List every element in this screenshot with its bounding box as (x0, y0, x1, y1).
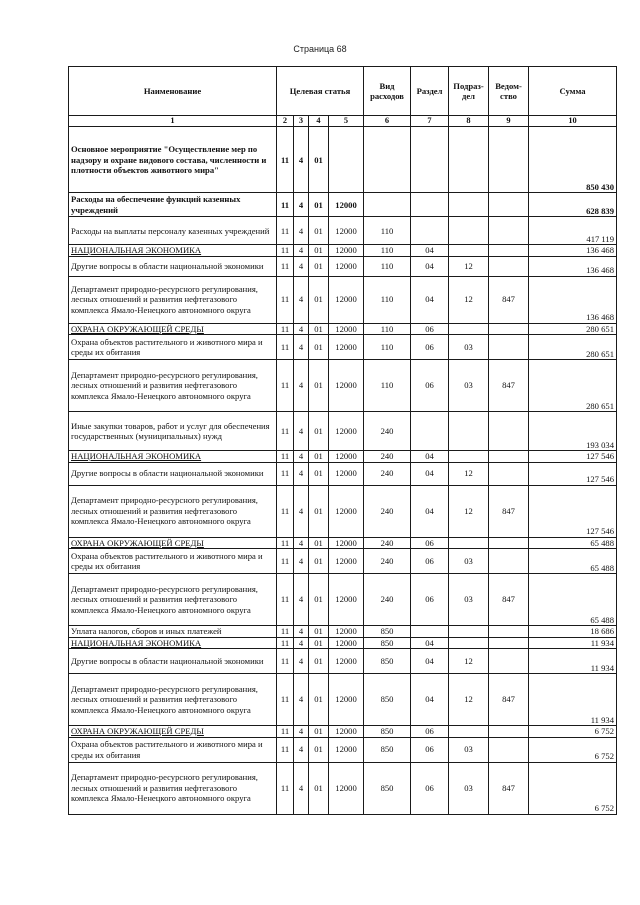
col-number: 10 (529, 116, 617, 127)
target-code-2: 11 (277, 626, 294, 637)
sum-cell: 65 488 (529, 537, 617, 548)
target-code-3: 4 (294, 574, 309, 626)
department-code-cell (489, 335, 529, 360)
table-row (69, 637, 617, 648)
target-code-3: 4 (294, 217, 309, 245)
target-code-3: 4 (294, 451, 309, 462)
target-code-4: 01 (309, 193, 329, 217)
sum-cell: 628 839 (529, 193, 617, 217)
department-code-cell: 847 (489, 762, 529, 814)
subsection-cell (449, 412, 489, 451)
target-code-5: 12000 (329, 217, 364, 245)
section-cell: 06 (411, 574, 449, 626)
department-code-cell (489, 217, 529, 245)
target-code-3: 4 (294, 737, 309, 762)
target-code-2: 11 (277, 762, 294, 814)
section-cell: 04 (411, 485, 449, 537)
section-cell: 04 (411, 649, 449, 674)
target-code-2: 11 (277, 335, 294, 360)
department-code-cell (489, 537, 529, 548)
sum-cell: 6 752 (529, 762, 617, 814)
header-target: Целевая статья (277, 67, 364, 116)
sum-cell: 136 468 (529, 245, 617, 256)
target-code-2: 11 (277, 637, 294, 648)
expense-type-cell: 240 (364, 412, 411, 451)
table-row (69, 451, 617, 462)
sum-cell: 11 934 (529, 649, 617, 674)
target-code-5: 12000 (329, 726, 364, 737)
subsection-cell (449, 726, 489, 737)
target-code-2: 11 (277, 462, 294, 485)
sum-cell: 417 119 (529, 217, 617, 245)
target-code-2: 11 (277, 276, 294, 323)
name-cell: Охрана объектов растительного и животного мира и среды их обитания (69, 549, 277, 574)
target-code-3: 4 (294, 537, 309, 548)
department-code-cell (489, 412, 529, 451)
table-row (69, 674, 617, 726)
section-cell: 06 (411, 360, 449, 412)
target-code-2: 11 (277, 537, 294, 548)
name-cell: Расходы на выплаты персоналу казенных учреждений (69, 217, 277, 245)
sum-cell: 65 488 (529, 574, 617, 626)
section-cell (411, 412, 449, 451)
section-cell: 04 (411, 276, 449, 323)
expense-type-cell: 110 (364, 256, 411, 276)
name-cell: Департамент природно-ресурсного регулирования, лесных отношений и развития нефтегазового комплекса Ямало-Ненецкого автономного округа (69, 762, 277, 814)
table-row (69, 762, 617, 814)
target-code-2: 11 (277, 726, 294, 737)
target-code-2: 11 (277, 323, 294, 334)
target-code-5: 12000 (329, 762, 364, 814)
target-code-3: 4 (294, 276, 309, 323)
name-cell: ОХРАНА ОКРУЖАЮЩЕЙ СРЕДЫ (69, 323, 277, 334)
target-code-5: 12000 (329, 193, 364, 217)
target-code-3: 4 (294, 637, 309, 648)
table-row (69, 626, 617, 637)
target-code-4: 01 (309, 762, 329, 814)
name-cell: Другие вопросы в области национальной экономики (69, 462, 277, 485)
subsection-cell: 03 (449, 737, 489, 762)
table-row (69, 412, 617, 451)
target-code-4: 01 (309, 127, 329, 193)
header-razdel: Раздел (411, 67, 449, 116)
target-code-3: 4 (294, 412, 309, 451)
subsection-cell (449, 637, 489, 648)
subsection-cell: 12 (449, 256, 489, 276)
name-cell: НАЦИОНАЛЬНАЯ ЭКОНОМИКА (69, 637, 277, 648)
target-code-4: 01 (309, 626, 329, 637)
target-code-4: 01 (309, 276, 329, 323)
subsection-cell (449, 626, 489, 637)
target-code-4: 01 (309, 637, 329, 648)
target-code-4: 01 (309, 549, 329, 574)
name-cell: Департамент природно-ресурсного регулирования, лесных отношений и развития нефтегазового комплекса Ямало-Ненецкого автономного округа (69, 360, 277, 412)
target-code-4: 01 (309, 323, 329, 334)
sum-cell: 11 934 (529, 637, 617, 648)
subsection-cell (449, 537, 489, 548)
target-code-4: 01 (309, 451, 329, 462)
col-number: 2 (277, 116, 294, 127)
table-row (69, 649, 617, 674)
target-code-5: 12000 (329, 412, 364, 451)
header-name: Наименование (69, 67, 277, 116)
target-code-2: 11 (277, 451, 294, 462)
sum-cell: 6 752 (529, 737, 617, 762)
subsection-cell: 03 (449, 549, 489, 574)
header-row (69, 67, 617, 116)
col-number: 6 (364, 116, 411, 127)
expense-type-cell: 240 (364, 574, 411, 626)
expense-type-cell: 240 (364, 485, 411, 537)
table-row (69, 335, 617, 360)
department-code-cell (489, 637, 529, 648)
name-cell: ОХРАНА ОКРУЖАЮЩЕЙ СРЕДЫ (69, 726, 277, 737)
target-code-3: 4 (294, 726, 309, 737)
target-code-3: 4 (294, 462, 309, 485)
name-cell: Другие вопросы в области национальной экономики (69, 649, 277, 674)
department-code-cell: 847 (489, 276, 529, 323)
table-row (69, 462, 617, 485)
expense-type-cell: 850 (364, 737, 411, 762)
section-cell: 04 (411, 451, 449, 462)
department-code-cell (489, 451, 529, 462)
target-code-5: 12000 (329, 626, 364, 637)
expense-type-cell: 110 (364, 276, 411, 323)
table-row (69, 276, 617, 323)
subsection-cell (449, 127, 489, 193)
col-number: 9 (489, 116, 529, 127)
name-cell: Иные закупки товаров, работ и услуг для обеспечения государственных (муниципальных) нужд (69, 412, 277, 451)
target-code-5: 12000 (329, 485, 364, 537)
target-code-4: 01 (309, 574, 329, 626)
target-code-4: 01 (309, 537, 329, 548)
section-cell: 06 (411, 737, 449, 762)
target-code-4: 01 (309, 726, 329, 737)
department-code-cell (489, 649, 529, 674)
col-number: 3 (294, 116, 309, 127)
target-code-3: 4 (294, 193, 309, 217)
target-code-5: 12000 (329, 549, 364, 574)
target-code-4: 01 (309, 360, 329, 412)
sum-cell: 136 468 (529, 276, 617, 323)
target-code-3: 4 (294, 323, 309, 334)
target-code-4: 01 (309, 674, 329, 726)
department-code-cell (489, 245, 529, 256)
table-row (69, 574, 617, 626)
subsection-cell (449, 323, 489, 334)
sum-cell: 136 468 (529, 256, 617, 276)
expense-type-cell: 850 (364, 626, 411, 637)
target-code-3: 4 (294, 485, 309, 537)
expense-type-cell: 240 (364, 537, 411, 548)
department-code-cell (489, 127, 529, 193)
sum-cell: 18 686 (529, 626, 617, 637)
department-code-cell (489, 256, 529, 276)
target-code-4: 01 (309, 462, 329, 485)
subsection-cell (449, 245, 489, 256)
target-code-3: 4 (294, 360, 309, 412)
subsection-cell: 12 (449, 462, 489, 485)
target-code-2: 11 (277, 649, 294, 674)
department-code-cell (489, 549, 529, 574)
target-code-5: 12000 (329, 256, 364, 276)
department-code-cell (489, 626, 529, 637)
subsection-cell (449, 193, 489, 217)
section-cell (411, 626, 449, 637)
name-cell: НАЦИОНАЛЬНАЯ ЭКОНОМИКА (69, 245, 277, 256)
subsection-cell (449, 451, 489, 462)
subsection-cell: 12 (449, 649, 489, 674)
expense-type-cell: 240 (364, 462, 411, 485)
expense-type-cell: 110 (364, 335, 411, 360)
target-code-5: 12000 (329, 737, 364, 762)
name-cell: Расходы на обеспечение функций казенных учреждений (69, 193, 277, 217)
target-code-5: 12000 (329, 537, 364, 548)
header-summa: Сумма (529, 67, 617, 116)
subsection-cell: 03 (449, 574, 489, 626)
sum-cell: 11 934 (529, 674, 617, 726)
sum-cell: 850 430 (529, 127, 617, 193)
department-code-cell: 847 (489, 485, 529, 537)
table-row (69, 485, 617, 537)
target-code-4: 01 (309, 412, 329, 451)
target-code-5: 12000 (329, 637, 364, 648)
target-code-4: 01 (309, 485, 329, 537)
sum-cell: 65 488 (529, 549, 617, 574)
section-cell: 04 (411, 462, 449, 485)
section-cell: 06 (411, 335, 449, 360)
subsection-cell: 03 (449, 335, 489, 360)
target-code-2: 11 (277, 193, 294, 217)
name-cell: Другие вопросы в области национальной экономики (69, 256, 277, 276)
target-code-2: 11 (277, 256, 294, 276)
expense-type-cell: 850 (364, 762, 411, 814)
target-code-3: 4 (294, 335, 309, 360)
col-number: 7 (411, 116, 449, 127)
target-code-5: 12000 (329, 574, 364, 626)
target-code-3: 4 (294, 762, 309, 814)
table-body (69, 127, 617, 814)
section-cell: 04 (411, 256, 449, 276)
header-podrazdel: Подраз-дел (449, 67, 489, 116)
sum-cell: 127 546 (529, 451, 617, 462)
col-number: 8 (449, 116, 489, 127)
header-vid: Вид расходов (364, 67, 411, 116)
target-code-4: 01 (309, 335, 329, 360)
table-row (69, 127, 617, 193)
target-code-5: 12000 (329, 649, 364, 674)
target-code-2: 11 (277, 245, 294, 256)
department-code-cell: 847 (489, 574, 529, 626)
name-cell: Охрана объектов растительного и животного мира и среды их обитания (69, 335, 277, 360)
subsection-cell: 03 (449, 360, 489, 412)
target-code-4: 01 (309, 649, 329, 674)
expense-type-cell: 240 (364, 549, 411, 574)
target-code-5: 12000 (329, 245, 364, 256)
department-code-cell: 847 (489, 674, 529, 726)
section-cell: 06 (411, 537, 449, 548)
subsection-cell (449, 217, 489, 245)
target-code-5 (329, 127, 364, 193)
name-cell: Уплата налогов, сборов и иных платежей (69, 626, 277, 637)
department-code-cell (489, 193, 529, 217)
section-cell: 06 (411, 762, 449, 814)
section-cell (411, 193, 449, 217)
name-cell: ОХРАНА ОКРУЖАЮЩЕЙ СРЕДЫ (69, 537, 277, 548)
section-cell: 06 (411, 726, 449, 737)
section-cell: 04 (411, 674, 449, 726)
target-code-3: 4 (294, 245, 309, 256)
target-code-5: 12000 (329, 360, 364, 412)
department-code-cell (489, 323, 529, 334)
page-header: Страница 68 (293, 44, 347, 54)
target-code-2: 11 (277, 412, 294, 451)
expense-type-cell: 110 (364, 217, 411, 245)
target-code-4: 01 (309, 256, 329, 276)
table-row (69, 323, 617, 334)
target-code-3: 4 (294, 674, 309, 726)
expense-type-cell: 850 (364, 649, 411, 674)
target-code-3: 4 (294, 649, 309, 674)
table-row (69, 726, 617, 737)
table-row (69, 360, 617, 412)
expense-type-cell: 850 (364, 726, 411, 737)
budget-table (68, 66, 617, 815)
target-code-5: 12000 (329, 276, 364, 323)
name-cell: НАЦИОНАЛЬНАЯ ЭКОНОМИКА (69, 451, 277, 462)
target-code-2: 11 (277, 674, 294, 726)
name-cell: Департамент природно-ресурсного регулирования, лесных отношений и развития нефтегазового комплекса Ямало-Ненецкого автономного округа (69, 485, 277, 537)
department-code-cell: 847 (489, 360, 529, 412)
column-number-row (69, 116, 617, 127)
section-cell: 06 (411, 549, 449, 574)
target-code-5: 12000 (329, 335, 364, 360)
target-code-2: 11 (277, 549, 294, 574)
sum-cell: 280 651 (529, 323, 617, 334)
expense-type-cell: 110 (364, 360, 411, 412)
table-row (69, 193, 617, 217)
target-code-4: 01 (309, 217, 329, 245)
target-code-5: 12000 (329, 323, 364, 334)
col-number: 4 (309, 116, 329, 127)
department-code-cell (489, 726, 529, 737)
target-code-2: 11 (277, 574, 294, 626)
table-row (69, 549, 617, 574)
sum-cell: 127 546 (529, 462, 617, 485)
department-code-cell (489, 462, 529, 485)
subsection-cell: 03 (449, 762, 489, 814)
name-cell: Департамент природно-ресурсного регулирования, лесных отношений и развития нефтегазового комплекса Ямало-Ненецкого автономного округа (69, 574, 277, 626)
table-row (69, 737, 617, 762)
sum-cell: 280 651 (529, 335, 617, 360)
name-cell: Основное мероприятие "Осуществление мер по надзору и охране видового состава, численности и плотности объектов животного мира" (69, 127, 277, 193)
target-code-4: 01 (309, 245, 329, 256)
target-code-5: 12000 (329, 674, 364, 726)
table-row (69, 256, 617, 276)
target-code-4: 01 (309, 737, 329, 762)
name-cell: Департамент природно-ресурсного регулирования, лесных отношений и развития нефтегазового комплекса Ямало-Ненецкого автономного округа (69, 674, 277, 726)
expense-type-cell: 110 (364, 323, 411, 334)
section-cell (411, 127, 449, 193)
subsection-cell: 12 (449, 485, 489, 537)
target-code-3: 4 (294, 626, 309, 637)
subsection-cell: 12 (449, 276, 489, 323)
name-cell: Департамент природно-ресурсного регулирования, лесных отношений и развития нефтегазового комплекса Ямало-Ненецкого автономного округа (69, 276, 277, 323)
target-code-2: 11 (277, 360, 294, 412)
section-cell: 04 (411, 637, 449, 648)
subsection-cell: 12 (449, 674, 489, 726)
sum-cell: 127 546 (529, 485, 617, 537)
sum-cell: 280 651 (529, 360, 617, 412)
target-code-3: 4 (294, 256, 309, 276)
target-code-2: 11 (277, 737, 294, 762)
name-cell: Охрана объектов растительного и животного мира и среды их обитания (69, 737, 277, 762)
expense-type-cell: 110 (364, 245, 411, 256)
col-number: 5 (329, 116, 364, 127)
target-code-5: 12000 (329, 451, 364, 462)
target-code-3: 4 (294, 549, 309, 574)
header-vedomstvo: Ведом-ство (489, 67, 529, 116)
target-code-2: 11 (277, 485, 294, 537)
target-code-3: 4 (294, 127, 309, 193)
expense-type-cell (364, 127, 411, 193)
col-number: 1 (69, 116, 277, 127)
sum-cell: 193 034 (529, 412, 617, 451)
target-code-5: 12000 (329, 462, 364, 485)
table-row (69, 245, 617, 256)
department-code-cell (489, 737, 529, 762)
target-code-2: 11 (277, 217, 294, 245)
expense-type-cell (364, 193, 411, 217)
expense-type-cell: 850 (364, 674, 411, 726)
section-cell (411, 217, 449, 245)
sum-cell: 6 752 (529, 726, 617, 737)
section-cell: 04 (411, 245, 449, 256)
expense-type-cell: 240 (364, 451, 411, 462)
target-code-2: 11 (277, 127, 294, 193)
table-row (69, 537, 617, 548)
section-cell: 06 (411, 323, 449, 334)
expense-type-cell: 850 (364, 637, 411, 648)
table-row (69, 217, 617, 245)
